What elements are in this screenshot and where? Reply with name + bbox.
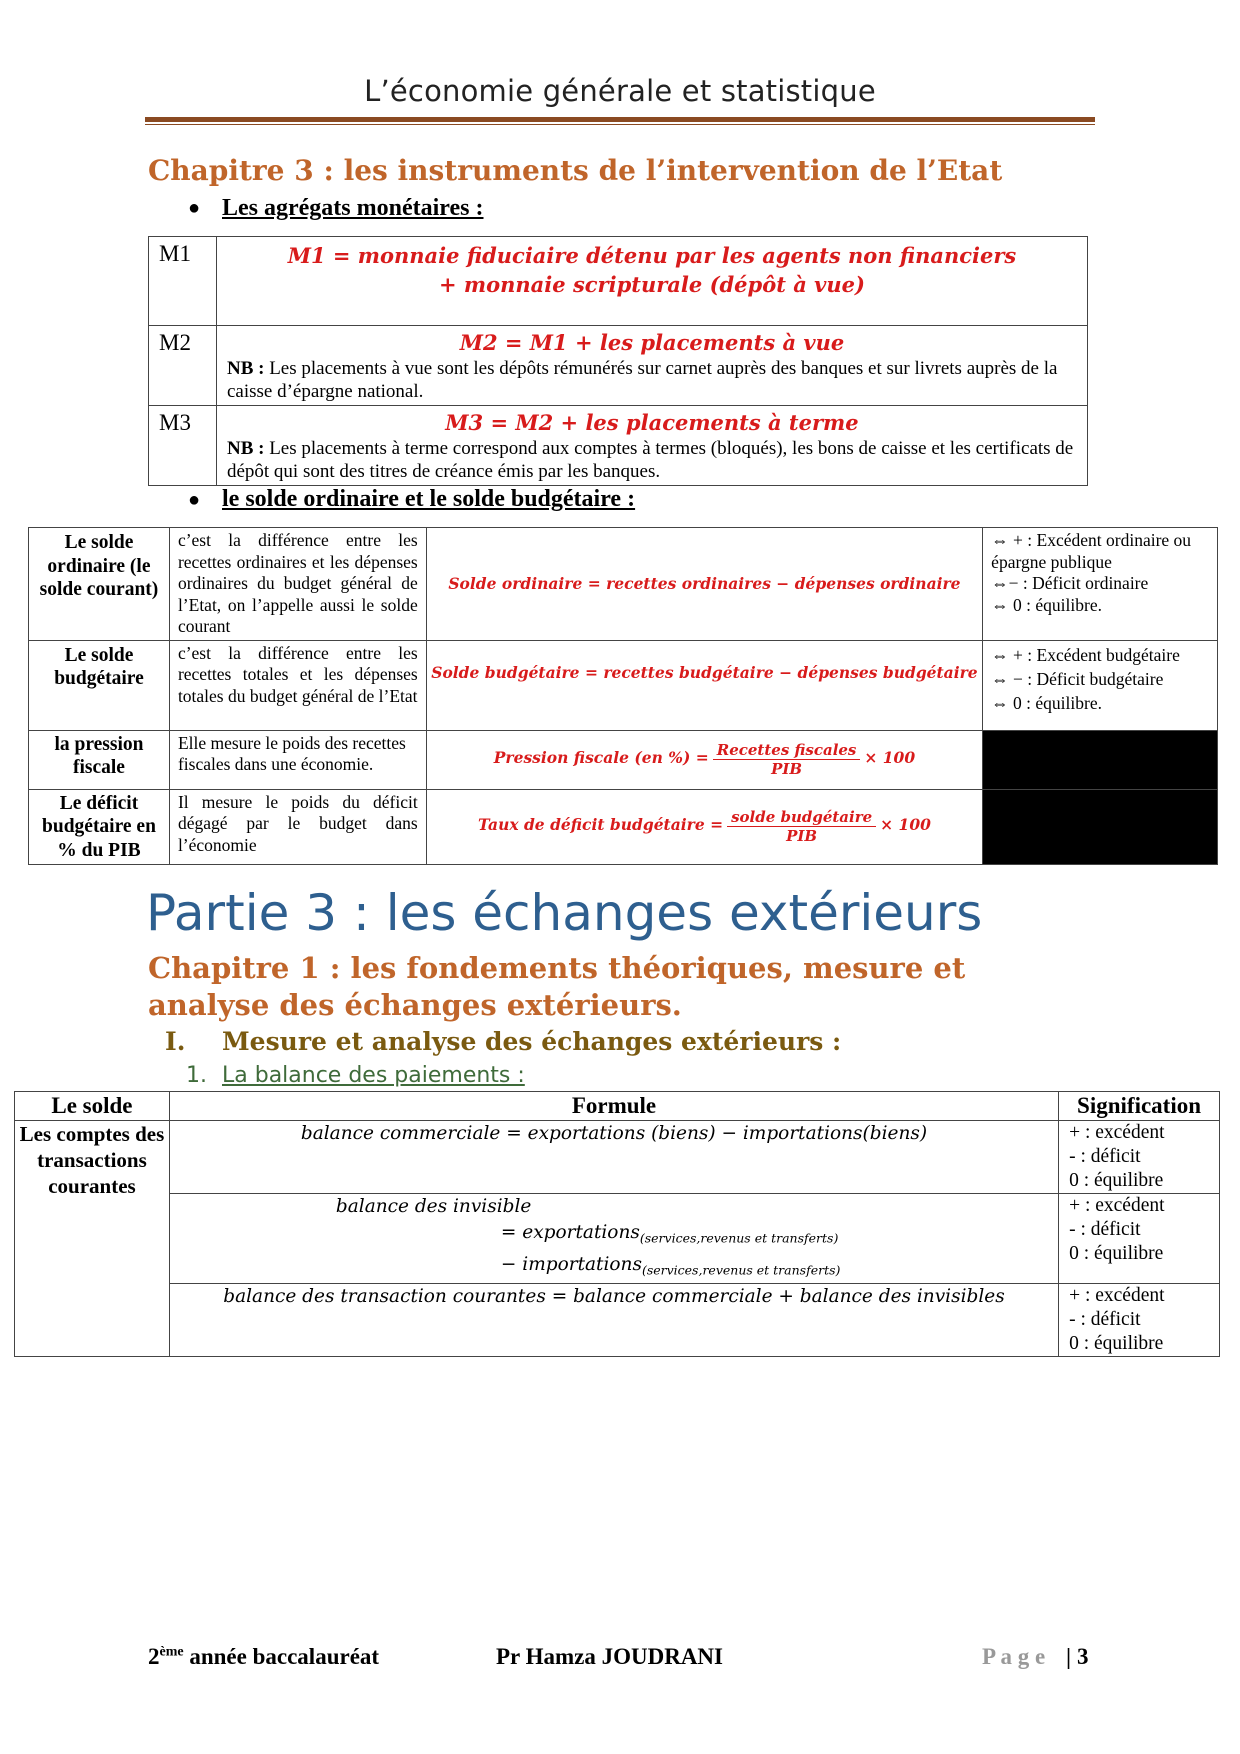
header-rule-thin — [145, 124, 1095, 125]
solde-name: Le déficit budgétaire en % du PIB — [29, 789, 170, 865]
formula-left: Pression fiscale (en %) = — [493, 748, 709, 768]
meaning-line: 0 : équilibre — [1069, 1170, 1164, 1191]
table-row — [29, 789, 1218, 865]
header-rule — [145, 117, 1095, 122]
aggregates-heading: Les agrégats monétaires : — [222, 195, 484, 221]
formula-left: Taux de déficit budgétaire = — [477, 815, 724, 835]
nb-text: Les placements à vue sont les dépôts rémunérés sur carnet auprès des banques et sur livrets auprès de la caisse d’épargne national. — [226, 358, 1058, 402]
meaning-line: + : excédent — [1069, 1122, 1165, 1143]
bullet-icon: ● — [188, 489, 201, 511]
meaning-line: + : excédent — [1069, 1285, 1165, 1307]
chapter-1-title — [148, 950, 965, 1024]
footer-year-prefix: 2 — [148, 1644, 160, 1669]
solde-definition: Elle mesure le poids des recettes fiscales dans une économie. — [169, 730, 426, 789]
table-row — [149, 237, 1088, 326]
table-row — [15, 1121, 1220, 1194]
solde-name: Le solde ordinaire (le solde courant) — [29, 528, 170, 641]
footer-page-label: P a g e — [982, 1644, 1046, 1669]
footer-year-sup: ème — [159, 1644, 184, 1660]
solde-formula: Solde budgétaire = recettes budgétaire − dépenses budgétaire — [431, 662, 978, 682]
table-row — [29, 730, 1218, 789]
meaning-cell — [1059, 1121, 1220, 1194]
aggregates-table — [148, 236, 1088, 486]
soldes-table — [28, 527, 1218, 865]
meaning-line: ⇔ 0 : équilibre. — [991, 594, 1102, 615]
footer-page-number: 3 — [1077, 1644, 1089, 1669]
formula-cell: balance commerciale = exportations (biens) − importations(biens) — [169, 1121, 1058, 1194]
aggregate-note — [227, 357, 1077, 403]
column-header: Le solde — [15, 1092, 170, 1121]
nb-label: NB : — [226, 358, 265, 379]
solde-definition: Il mesure le poids du déficit dégagé par le budget dans l’économie — [169, 789, 426, 865]
aggregate-formula: M2 = M1 + les placements à vue — [459, 330, 845, 355]
formula-term: = exportations — [500, 1222, 640, 1243]
aggregate-label: M2 — [149, 326, 217, 406]
table-row — [149, 406, 1088, 486]
solde-name: la pression fiscale — [29, 730, 170, 789]
footer-year-suffix: année baccalauréat — [183, 1644, 380, 1669]
meaning-cell — [1059, 1194, 1220, 1284]
aggregate-formula: M1 = monnaie fiduciaire détenu par les agents non financiers — [287, 243, 1017, 268]
meaning-line: - : déficit — [1069, 1309, 1141, 1331]
formula-line — [176, 1220, 1052, 1252]
section-number: I. — [165, 1027, 186, 1056]
formula-line: balance des invisible — [335, 1196, 532, 1217]
meaning-line: ⇔ + : Excédent ordinaire ou épargne publique — [991, 530, 1192, 572]
table-row — [29, 528, 1218, 641]
blacked-out-cell — [983, 730, 1218, 789]
aggregate-formula-line2: + monnaie scripturale (dépôt à vue) — [439, 272, 865, 297]
solde-meaning-cell — [983, 640, 1218, 730]
meaning-line: 0 : équilibre — [1069, 1243, 1164, 1264]
column-header: Formule — [169, 1092, 1058, 1121]
table-row — [15, 1284, 1220, 1357]
fraction — [727, 808, 876, 845]
solde-name: Le solde budgétaire — [29, 640, 170, 730]
chapter-1-title-line2: analyse des échanges extérieurs. — [148, 988, 682, 1022]
aggregate-formula-cell — [216, 406, 1087, 486]
table-row — [29, 640, 1218, 730]
fraction — [713, 741, 861, 778]
aggregate-formula: M3 = M2 + les placements à terme — [445, 410, 859, 435]
aggregate-formula-cell — [216, 326, 1087, 406]
bullet-icon: ● — [188, 197, 201, 219]
aggregate-formula-cell — [216, 237, 1087, 326]
meaning-line: - : déficit — [1069, 1146, 1141, 1167]
aggregate-note — [227, 437, 1077, 483]
meaning-line: 0 : équilibre — [1069, 1333, 1164, 1355]
solde-formula-cell — [426, 789, 982, 865]
solde-meaning-cell — [983, 528, 1218, 641]
subsection-title: La balance des paiements : — [222, 1063, 525, 1088]
meaning-line: ⇔ − : Déficit budgétaire — [991, 668, 1164, 689]
page-header-title: L’économie générale et statistique — [364, 74, 876, 108]
solde-definition: c’est la différence entre les recettes totales et les dépenses totales du budget général de l’Etat — [169, 640, 426, 730]
table-row — [15, 1194, 1220, 1284]
subsection-number: 1. — [186, 1063, 207, 1088]
meaning-line: ⇔− : Déficit ordinaire — [991, 573, 1149, 593]
formula-term: − importations — [500, 1253, 642, 1275]
solde-formula-cell — [426, 528, 982, 641]
formula-subscript: (services,revenus et transferts) — [641, 1262, 841, 1278]
fraction-numerator: solde budgétaire — [727, 808, 876, 827]
meaning-cell — [1059, 1284, 1220, 1357]
formula-line — [176, 1252, 1052, 1284]
aggregate-label: M3 — [149, 406, 217, 486]
aggregate-label: M1 — [149, 237, 217, 326]
fraction-denominator: PIB — [786, 827, 818, 846]
fraction-numerator: Recettes fiscales — [713, 741, 861, 760]
nb-label: NB : — [226, 438, 265, 459]
meaning-line: - : déficit — [1069, 1219, 1141, 1240]
nb-text: Les placements à terme correspond aux comptes à termes (bloqués), les bons de caisse et les certificats de dépôt qui sont des titres de créance émis par les banques. — [226, 438, 1074, 482]
row-label: Les comptes des transactions courantes — [15, 1121, 170, 1357]
column-header: Signification — [1059, 1092, 1220, 1121]
formula-cell: balance des transaction courantes = balance commerciale + balance des invisibles — [169, 1284, 1058, 1357]
solde-formula: Solde ordinaire = recettes ordinaires − dépenses ordinaire — [448, 573, 961, 593]
table-row — [149, 326, 1088, 406]
fraction-denominator: PIB — [771, 760, 803, 778]
table-header-row — [15, 1092, 1220, 1121]
footer-page-separator: | — [1066, 1644, 1072, 1669]
solde-definition: c’est la différence entre les recettes ordinaires et les dépenses ordinaires du budget général de l’Etat, on l’appelle aussi le solde courant — [169, 528, 426, 641]
section-title: Mesure et analyse des échanges extérieurs : — [222, 1027, 842, 1056]
part-3-title: Partie 3 : les échanges extérieurs — [146, 884, 983, 942]
formula-right: × 100 — [864, 748, 916, 768]
solde-formula-cell — [426, 730, 982, 789]
solde-formula-cell — [426, 640, 982, 730]
footer-class-level — [148, 1644, 379, 1670]
soldes-heading: le solde ordinaire et le solde budgétaire : — [222, 486, 636, 512]
chapter-1-title-line1: Chapitre 1 : les fondements théoriques, mesure et — [148, 951, 966, 985]
formula-right: × 100 — [880, 815, 931, 835]
chapter-3-title: Chapitre 3 : les instruments de l’intervention de l’Etat — [148, 154, 1003, 187]
meaning-line: ⇔ 0 : équilibre. — [991, 692, 1102, 713]
formula-subscript: (services,revenus et transferts) — [639, 1230, 839, 1246]
meaning-line: ⇔ + : Excédent budgétaire — [991, 644, 1180, 665]
footer-author: Pr Hamza JOUDRANI — [496, 1644, 723, 1669]
balance-table — [14, 1091, 1220, 1357]
meaning-line: + : excédent — [1069, 1195, 1165, 1216]
formula-cell — [169, 1194, 1058, 1284]
blacked-out-cell — [983, 789, 1218, 865]
